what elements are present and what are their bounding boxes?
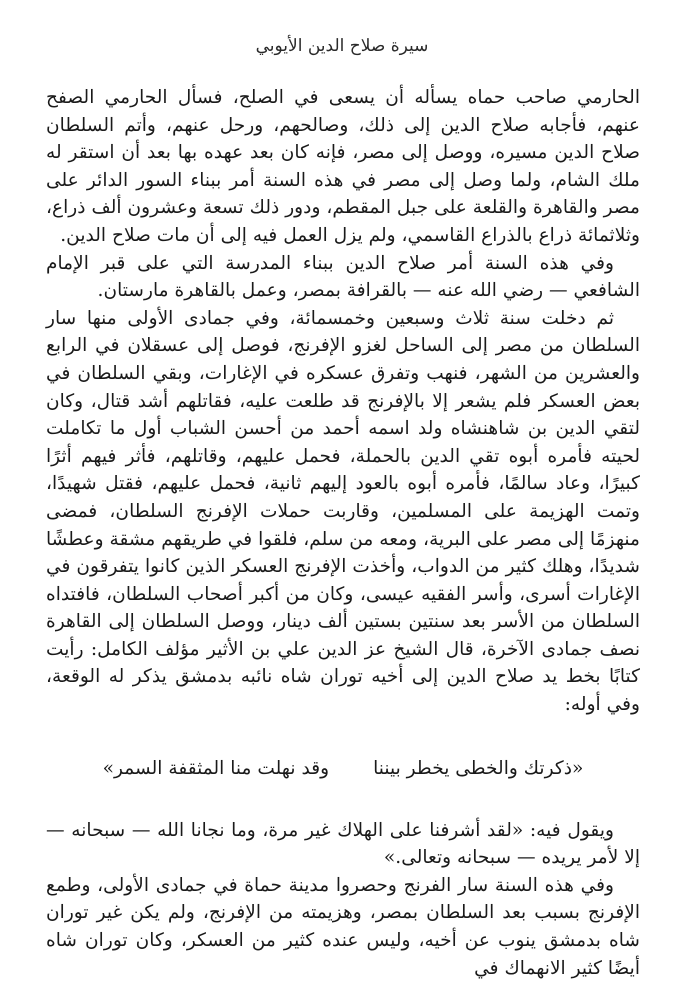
body-text — [46, 84, 640, 982]
poetry-verse — [46, 755, 640, 783]
verse-second-hemistich: وقد نهلت منا المثقفة السمر» — [102, 757, 330, 779]
paragraph-year-573: ثم دخلت سنة ثلاث وسبعين وخمسمائة، وفي جمادى الأولى منها سار السلطان من مصر إلى الساحل لغزو الإفرنج، فوصل إلى عسقلان في الرابع والعشرين من الشهر، فنهب وتفرق عسكره في الإغارات، وبقي السلطان في بعض العسكر فلم يشعر إلا بالإفرنج قد طلعت عليه، فقاتلهم أشد قتال، وكان لتقي الدين بن شاهنشاه ولد اسمه أحمد من أحسن الشباب أول ما تكاملت لحيته فأمره أبوه تقي الدين بالحملة، فحمل عليهم، وقاتلهم، فأثر فيهم أثرًا كبيرًا، وعاد سالمًا، فأمره أبوه بالعود إليهم ثانية، فحمل عليهم، فقتل شهيدًا، وتمت الهزيمة على المسلمين، وقاربت حملات الإفرنج السلطان، فمضى منهزمًا إلى مصر على البرية، ومعه من سلم، فلقوا في طريقهم مشقة وعطشًا شديدًا، وهلك كثير من الدواب، وأخذت الإفرنج العسكر الذين كانوا يتفرقون في الإغارات أسرى، وأسر الفقيه عيسى، وكان من أكبر أصحاب السلطان، فافتداه السلطان من الأسر بعد سنتين بستين ألف دينار، ووصل السلطان إلى القاهرة نصف جمادى الآخرة، قال الشيخ عز الدين علي بن الأثير مؤلف الكامل: رأيت كتابًا بخط يد صلاح الدين إلى أخيه توران شاه نائبه بدمشق يذكر له الوقعة، وفي أوله: — [45, 307, 640, 716]
paragraph-siege-hama: وفي هذه السنة سار الفرنج وحصروا مدينة حماة في جمادى الأولى، وطمع الإفرنج بسبب بعد السلطان بمصر، وهزيمته من الإفرنج، ولم يكن غير توران شاه بدمشق ينوب عن أخيه، وليس عنده كثير من العسكر، وكان توران شاه أيضًا كثير الانهماك في — [46, 874, 640, 979]
verse-first-hemistich: «ذكرتك والخطى يخطر بيننا — [373, 757, 584, 779]
paragraph-madrasa-shafii: وفي هذه السنة أمر صلاح الدين ببناء المدرسة التي على قبر الإمام الشافعي — رضي الله عنه — بالقرافة بمصر، وعمل بالقاهرة مارستان. — [46, 252, 640, 302]
paragraph-sulh-hama: الحارمي صاحب حماه يسأله أن يسعى في الصلح، فسأل الحارمي الصفح عنهم، فأجابه صلاح الدين إلى ذلك، وصالحهم، ورحل عنهم، وأتم السلطان صلاح الدين مسيره، ووصل إلى مصر، فإنه كان بعد عهده بها بعد أن استقر له ملك الشام، ولما وصل إلى مصر في هذه السنة أمر ببناء السور الدائر على مصر والقاهرة والقلعة على جبل المقطم، ودور ذلك تسعة وعشرون ألف ذراع، وثلاثمائة ذراع بالذراع القاسمي، ولم يزل العمل فيه إلى أن مات صلاح الدين. — [46, 87, 640, 246]
paragraph-letter-quote: ويقول فيه: «لقد أشرفنا على الهلاك غير مرة، وما نجانا الله — سبحانه — إلا لأمر يريده — سبحانه وتعالى.» — [46, 819, 640, 869]
running-header: سيرة صلاح الدين الأيوبي — [255, 36, 429, 56]
